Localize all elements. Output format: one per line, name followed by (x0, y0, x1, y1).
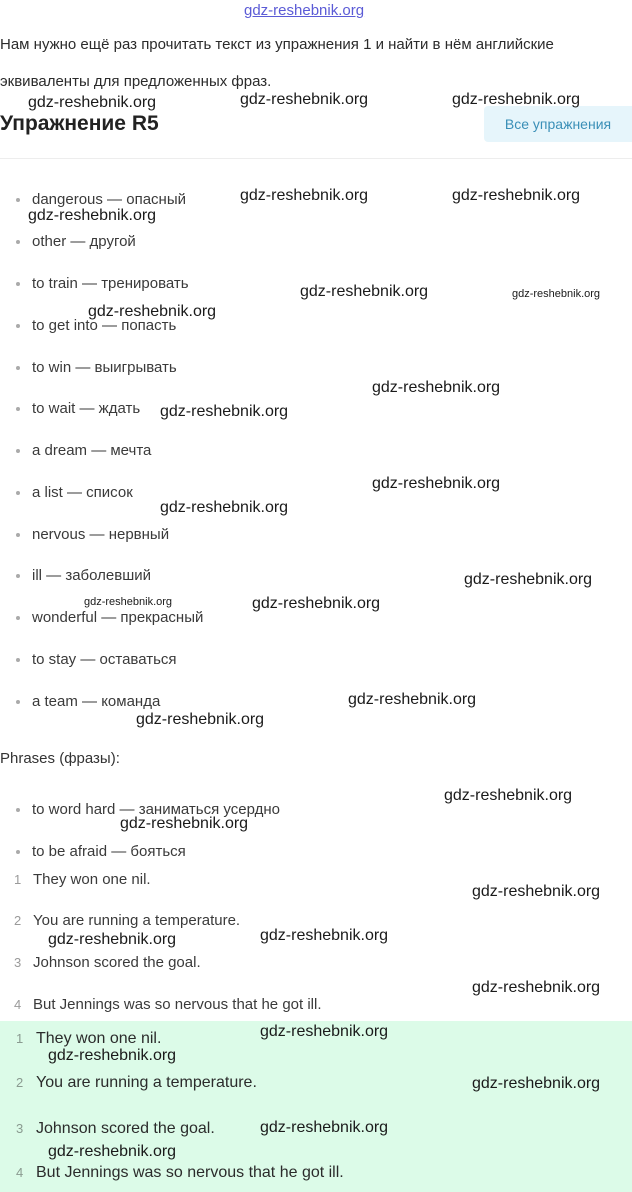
bullet-icon (16, 198, 20, 202)
bullet-icon (16, 366, 20, 370)
word-item: a dream — мечта (16, 442, 151, 459)
word-item: to win — выигрывать (16, 359, 177, 376)
bullet-icon (16, 658, 20, 662)
watermark: gdz-reshebnik.org (28, 94, 157, 111)
watermark: gdz-reshebnik.org (260, 1023, 389, 1040)
watermark: gdz-reshebnik.org (120, 815, 249, 832)
answer-item: 1 They won one nil. (16, 1030, 162, 1047)
phrase-item: to be afraid — бояться (16, 843, 186, 860)
sentence-item: 3 Johnson scored the goal. (14, 954, 201, 971)
word-item: nervous — нервный (16, 526, 169, 543)
watermark: gdz-reshebnik.org (48, 1143, 177, 1160)
watermark: gdz-reshebnik.org (452, 187, 581, 204)
bullet-icon (16, 282, 20, 286)
watermark: gdz-reshebnik.org (372, 379, 501, 396)
word-item: a team — команда (16, 693, 160, 710)
watermark: gdz-reshebnik.org (160, 403, 289, 420)
bullet-icon (16, 533, 20, 537)
watermark: gdz-reshebnik.org (472, 883, 601, 900)
word-item: ill — заболевший (16, 567, 151, 584)
watermark: gdz-reshebnik.org (260, 1119, 389, 1136)
watermark: gdz-reshebnik.org (300, 283, 429, 300)
answer-item: 4 But Jennings was so nervous that he got ill. (16, 1164, 344, 1181)
watermark: gdz-reshebnik.org (452, 91, 581, 108)
word-item: to stay — оставаться (16, 651, 177, 668)
bullet-icon (16, 808, 20, 812)
bullet-icon (16, 240, 20, 244)
watermark-top[interactable]: gdz-reshebnik.org (244, 2, 365, 19)
bullet-icon (16, 574, 20, 578)
bullet-icon (16, 491, 20, 495)
answer-item: 2 You are running a temperature. (16, 1074, 257, 1091)
all-exercises-button[interactable]: Все упражнения (484, 106, 632, 142)
watermark: gdz-reshebnik.org (472, 1075, 601, 1092)
watermark: gdz-reshebnik.org (88, 303, 217, 320)
watermark: gdz-reshebnik.org (48, 1047, 177, 1064)
bullet-icon (16, 616, 20, 620)
answer-item: 3 Johnson scored the goal. (16, 1120, 215, 1137)
watermark: gdz-reshebnik.org (136, 711, 265, 728)
sentence-item: 1 They won one nil. (14, 871, 151, 888)
watermark: gdz-reshebnik.org (444, 787, 573, 804)
word-item: to train — тренировать (16, 275, 189, 292)
watermark: gdz-reshebnik.org (252, 595, 381, 612)
word-item: to wait — ждать (16, 400, 140, 417)
word-item: to get into — попасть (16, 317, 176, 334)
word-item: wonderful — прекрасный (16, 609, 203, 626)
bullet-icon (16, 407, 20, 411)
watermark: gdz-reshebnik.org (160, 499, 289, 516)
watermark: gdz-reshebnik.org (28, 207, 157, 224)
bullet-icon (16, 850, 20, 854)
page-title: Упражнение R5 (0, 112, 159, 135)
sentence-item: 4 But Jennings was so nervous that he got ill. (14, 996, 322, 1013)
watermark: gdz-reshebnik.org (240, 91, 369, 108)
watermark: gdz-reshebnik.org (464, 571, 593, 588)
intro-text: Нам нужно ещё раз прочитать текст из упражнения 1 и найти в нём английские эквиваленты для предложенных фраз. (0, 36, 554, 90)
phrase-item: to word hard — заниматься усердно (16, 801, 280, 818)
phrases-label: Phrases (фразы): (0, 750, 120, 767)
watermark: gdz-reshebnik.org (48, 931, 177, 948)
bullet-icon (16, 449, 20, 453)
word-item: dangerous — опасный (16, 191, 186, 208)
bullet-icon (16, 324, 20, 328)
word-item: a list — список (16, 484, 133, 501)
watermark: gdz-reshebnik.org (512, 288, 601, 300)
watermark: gdz-reshebnik.org (372, 475, 501, 492)
watermark: gdz-reshebnik.org (472, 979, 601, 996)
watermark: gdz-reshebnik.org (260, 927, 389, 944)
watermark: gdz-reshebnik.org (240, 187, 369, 204)
sentence-item: 2 You are running a temperature. (14, 912, 241, 929)
word-item: other — другой (16, 233, 136, 250)
watermark: gdz-reshebnik.org (348, 691, 477, 708)
bullet-icon (16, 700, 20, 704)
watermark: gdz-reshebnik.org (84, 596, 173, 608)
divider (0, 158, 632, 159)
